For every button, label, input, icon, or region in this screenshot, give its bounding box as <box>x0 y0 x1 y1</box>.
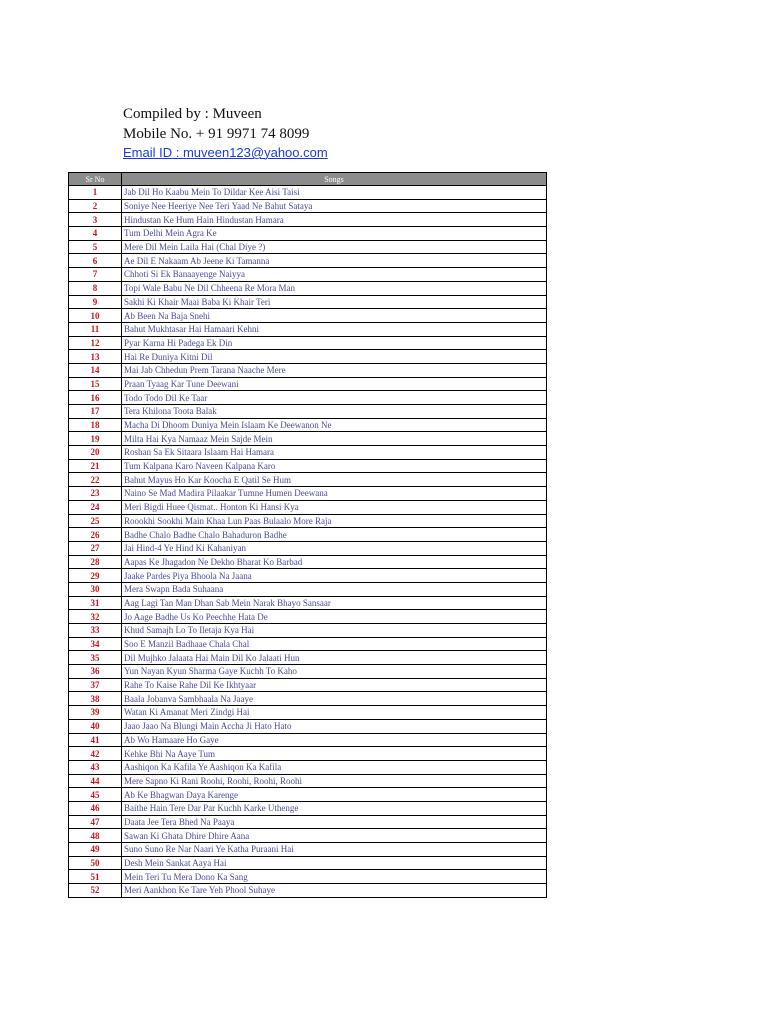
serial-number-cell: 38 <box>69 692 122 706</box>
table-row <box>69 692 547 706</box>
table-row <box>69 678 547 692</box>
serial-number-cell: 52 <box>69 884 122 898</box>
table-row <box>69 514 547 528</box>
serial-number-cell: 31 <box>69 596 122 610</box>
table-row <box>69 760 547 774</box>
table-row <box>69 569 547 583</box>
table-row <box>69 801 547 815</box>
song-title-cell: Naino Se Mad Madira Pilaakar Tumne Humen Deewana <box>122 487 547 501</box>
song-title-cell: Praan Tyaag Kar Tune Deewani <box>122 377 547 391</box>
song-title-cell: Soniye Nee Heeriye Nee Teri Yaad Ne Bahut Sataya <box>122 199 547 213</box>
song-title-cell: Meri Aankhon Ke Tare Yeh Phool Suhaye <box>122 884 547 898</box>
song-title-cell: Jab Dil Ho Kaabu Mein To Dildar Kee Aisi Taisi <box>122 186 547 200</box>
serial-number-cell: 16 <box>69 391 122 405</box>
serial-number-cell: 33 <box>69 624 122 638</box>
table-row <box>69 733 547 747</box>
serial-number-cell: 36 <box>69 665 122 679</box>
table-row <box>69 555 547 569</box>
table-row <box>69 487 547 501</box>
song-title-cell: Milta Hai Kya Namaaz Mein Sajde Mein <box>122 432 547 446</box>
song-title-cell: Sakhi Ki Khair Maai Baba Ki Khair Teri <box>122 295 547 309</box>
song-title-cell: Soo E Manzil Badhaae Chala Chal <box>122 637 547 651</box>
song-title-cell: Mere Sapno Ki Rani Roohi, Roohi, Roohi, Roohi <box>122 774 547 788</box>
table-row <box>69 254 547 268</box>
serial-number-cell: 45 <box>69 788 122 802</box>
serial-number-cell: 19 <box>69 432 122 446</box>
mobile-number-text: Mobile No. + 91 9971 74 8099 <box>123 126 310 142</box>
table-row <box>69 350 547 364</box>
column-header-songs: Songs <box>122 173 547 186</box>
song-title-cell: Aashiqon Ka Kafila Ye Aashiqon Ka Kafila <box>122 760 547 774</box>
serial-number-cell: 8 <box>69 281 122 295</box>
serial-number-cell: 11 <box>69 322 122 336</box>
song-title-cell: Roshan Sa Ek Sitaara Islaam Hai Hamara <box>122 446 547 460</box>
song-title-cell: Tum Kalpana Karo Naveen Kalpana Karo <box>122 459 547 473</box>
table-row <box>69 884 547 898</box>
table-row <box>69 829 547 843</box>
song-title-cell: Ae Dil E Nakaam Ab Jeene Ki Tamanna <box>122 254 547 268</box>
song-title-cell: Aapas Ke Jhagadon Ne Dekho Bharat Ko Barbad <box>122 555 547 569</box>
table-row <box>69 459 547 473</box>
song-title-cell: Aag Lagi Tan Man Dhan Sab Mein Narak Bhayo Sansaar <box>122 596 547 610</box>
serial-number-cell: 10 <box>69 309 122 323</box>
serial-number-cell: 46 <box>69 801 122 815</box>
table-row <box>69 186 547 200</box>
song-title-cell: Rahe To Kaise Rahe Dil Ke Ikhtyaar <box>122 678 547 692</box>
song-title-cell: Bahut Mayus Ho Kar Koocha E Qatil Se Hum <box>122 473 547 487</box>
table-row <box>69 541 547 555</box>
song-title-cell: Baithe Hain Tere Dar Par Kuchh Karke Uthenge <box>122 801 547 815</box>
table-row <box>69 706 547 720</box>
song-title-cell: Meri Bigdi Huee Qismat.. Honton Ki Hansi Kya <box>122 500 547 514</box>
table-row <box>69 596 547 610</box>
serial-number-cell: 7 <box>69 268 122 282</box>
table-row <box>69 281 547 295</box>
table-row <box>69 500 547 514</box>
serial-number-cell: 39 <box>69 706 122 720</box>
song-title-cell: Jaao Jaao Na Blungi Main Accha Ji Hato Hato <box>122 719 547 733</box>
serial-number-cell: 25 <box>69 514 122 528</box>
song-title-cell: Jai Hind-4 Ye Hind Ki Kahaniyan <box>122 541 547 555</box>
song-title-cell: Tera Khilona Toota Balak <box>122 405 547 419</box>
serial-number-cell: 27 <box>69 541 122 555</box>
serial-number-cell: 15 <box>69 377 122 391</box>
serial-number-cell: 20 <box>69 446 122 460</box>
song-title-cell: Ab Wo Hamaare Ho Gaye <box>122 733 547 747</box>
table-row <box>69 446 547 460</box>
table-row <box>69 405 547 419</box>
songs-table <box>68 172 547 898</box>
serial-number-cell: 40 <box>69 719 122 733</box>
song-title-cell: Ab Been Na Baja Snehi <box>122 309 547 323</box>
serial-number-cell: 21 <box>69 459 122 473</box>
song-title-cell: Kehke Bhi Na Aaye Tum <box>122 747 547 761</box>
song-title-cell: Jaake Pardes Piya Bhoola Na Jaana <box>122 569 547 583</box>
serial-number-cell: 29 <box>69 569 122 583</box>
serial-number-cell: 34 <box>69 637 122 651</box>
table-row <box>69 788 547 802</box>
serial-number-cell: 50 <box>69 856 122 870</box>
serial-number-cell: 30 <box>69 582 122 596</box>
serial-number-cell: 49 <box>69 843 122 857</box>
table-row <box>69 637 547 651</box>
table-row <box>69 665 547 679</box>
serial-number-cell: 47 <box>69 815 122 829</box>
table-row <box>69 227 547 241</box>
table-row <box>69 719 547 733</box>
song-title-cell: Mai Jab Chhedun Prem Tarana Naache Mere <box>122 363 547 377</box>
table-row <box>69 391 547 405</box>
table-row <box>69 432 547 446</box>
table-row <box>69 610 547 624</box>
serial-number-cell: 1 <box>69 186 122 200</box>
table-row <box>69 322 547 336</box>
contact-header <box>123 104 328 162</box>
table-row <box>69 651 547 665</box>
table-body <box>69 186 547 898</box>
song-title-cell: Daata Jee Tera Bhed Na Paaya <box>122 815 547 829</box>
song-title-cell: Suno Suno Re Nar Naari Ye Katha Puraani Hai <box>122 843 547 857</box>
serial-number-cell: 32 <box>69 610 122 624</box>
song-title-cell: Chhoti Si Ek Banaayenge Naiyya <box>122 268 547 282</box>
song-title-cell: Badhe Chalo Badhe Chalo Bahaduron Badhe <box>122 528 547 542</box>
email-link[interactable]: Email ID : muveen123@yahoo.com <box>123 145 328 160</box>
serial-number-cell: 3 <box>69 213 122 227</box>
table-row <box>69 268 547 282</box>
table-row <box>69 582 547 596</box>
song-title-cell: Tum Delhi Mein Agra Ke <box>122 227 547 241</box>
serial-number-cell: 41 <box>69 733 122 747</box>
serial-number-cell: 9 <box>69 295 122 309</box>
song-title-cell: Jo Aage Badhe Us Ko Peechhe Hata De <box>122 610 547 624</box>
table-row <box>69 843 547 857</box>
song-title-cell: Roookhi Sookhi Main Khaa Lun Paas Bulaalo More Raja <box>122 514 547 528</box>
table-row <box>69 528 547 542</box>
table-row <box>69 309 547 323</box>
song-title-cell: Hindustan Ke Hum Hain Hindustan Hamara <box>122 213 547 227</box>
column-header-sr-no: Sr No <box>69 173 122 186</box>
serial-number-cell: 43 <box>69 760 122 774</box>
table-row <box>69 747 547 761</box>
table-row <box>69 213 547 227</box>
table-row <box>69 856 547 870</box>
serial-number-cell: 24 <box>69 500 122 514</box>
song-title-cell: Pyar Karna Hi Padega Ek Din <box>122 336 547 350</box>
table-row <box>69 473 547 487</box>
table-row <box>69 240 547 254</box>
table-row <box>69 363 547 377</box>
serial-number-cell: 4 <box>69 227 122 241</box>
table-row <box>69 624 547 638</box>
serial-number-cell: 2 <box>69 199 122 213</box>
serial-number-cell: 18 <box>69 418 122 432</box>
serial-number-cell: 51 <box>69 870 122 884</box>
song-title-cell: Baala Jobanva Sambhaala Na Jaaye <box>122 692 547 706</box>
song-title-cell: Topi Wale Babu Ne Dil Chheena Re Mora Man <box>122 281 547 295</box>
serial-number-cell: 35 <box>69 651 122 665</box>
serial-number-cell: 28 <box>69 555 122 569</box>
serial-number-cell: 5 <box>69 240 122 254</box>
serial-number-cell: 23 <box>69 487 122 501</box>
serial-number-cell: 48 <box>69 829 122 843</box>
table-row <box>69 870 547 884</box>
song-title-cell: Watan Ki Amanat Meri Zindgi Hai <box>122 706 547 720</box>
song-title-cell: Desh Mein Sankat Aaya Hai <box>122 856 547 870</box>
serial-number-cell: 37 <box>69 678 122 692</box>
table-row <box>69 774 547 788</box>
song-title-cell: Dil Mujhko Jalaata Hai Main Dil Ko Jalaati Hun <box>122 651 547 665</box>
compiled-by-text: Compiled by : Muveen <box>123 106 262 122</box>
song-title-cell: Hai Re Duniya Kitni Dil <box>122 350 547 364</box>
table-row <box>69 815 547 829</box>
song-title-cell: Mere Dil Mein Laila Hai (Chal Diye ?) <box>122 240 547 254</box>
serial-number-cell: 42 <box>69 747 122 761</box>
serial-number-cell: 13 <box>69 350 122 364</box>
song-title-cell: Ab Ke Bhagwan Daya Karenge <box>122 788 547 802</box>
song-title-cell: Mera Swapn Bada Suhaana <box>122 582 547 596</box>
table-row <box>69 295 547 309</box>
serial-number-cell: 12 <box>69 336 122 350</box>
song-title-cell: Macha Di Dhoom Duniya Mein Islaam Ke Deewanon Ne <box>122 418 547 432</box>
song-title-cell: Sawan Ki Ghata Dhire Dhire Aana <box>122 829 547 843</box>
table-row <box>69 377 547 391</box>
song-title-cell: Mein Teri Tu Mera Dono Ka Sang <box>122 870 547 884</box>
serial-number-cell: 14 <box>69 363 122 377</box>
table-header-row <box>69 173 547 186</box>
table-row <box>69 199 547 213</box>
table-row <box>69 336 547 350</box>
song-title-cell: Bahut Mukhtasar Hai Hamaari Kehni <box>122 322 547 336</box>
serial-number-cell: 6 <box>69 254 122 268</box>
song-title-cell: Todo Todo Dil Ke Taar <box>122 391 547 405</box>
serial-number-cell: 22 <box>69 473 122 487</box>
song-title-cell: Khud Samajh Lo To Iletaja Kya Hai <box>122 624 547 638</box>
serial-number-cell: 44 <box>69 774 122 788</box>
serial-number-cell: 26 <box>69 528 122 542</box>
table-row <box>69 418 547 432</box>
song-title-cell: Yun Nayan Kyun Sharma Gaye Kuchh To Kaho <box>122 665 547 679</box>
serial-number-cell: 17 <box>69 405 122 419</box>
